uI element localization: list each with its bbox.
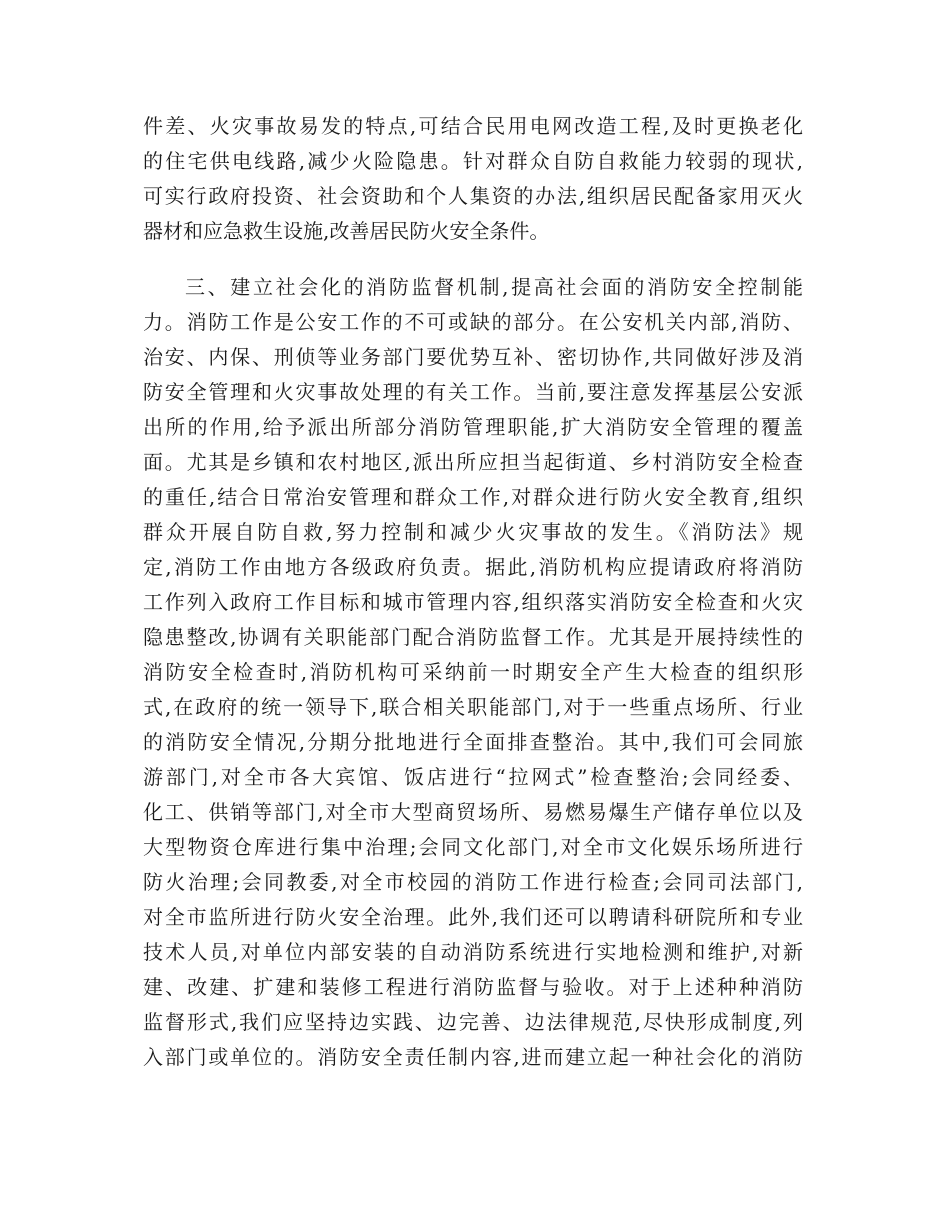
text-line: 工作列入政府工作目标和城市管理内容,组织落实消防安全检查和火灾 [143,590,803,614]
text-line: 对全市监所进行防火安全治理。此外,我们还可以聘请科研院所和专业 [143,905,803,929]
text-line: 治安、内保、刑侦等业务部门要优势互补、密切协作,共同做好涉及消 [143,345,803,369]
text-line: 化工、供销等部门,对全市大型商贸场所、易燃易爆生产储存单位以及 [143,800,803,824]
text-line: 的重任,结合日常治安管理和群众工作,对群众进行防火安全教育,组织 [143,485,803,509]
text-line: 消防安全检查时,消防机构可采纳前一时期安全产生大检查的组织形 [143,660,803,684]
text-line: 大型物资仓库进行集中治理;会同文化部门,对全市文化娱乐场所进行 [143,835,803,859]
text-line: 群众开展自防自救,努力控制和减少火灾事故的发生。《消防法》规 [143,520,803,544]
text-line: 的消防安全情况,分期分批地进行全面排查整治。其中,我们可会同旅 [143,730,803,754]
text-line: 防火治理;会同教委,对全市校园的消防工作进行检查;会同司法部门, [143,870,803,894]
text-line: 游部门,对全市各大宾馆、饭店进行“拉网式”检查整治;会同经委、 [143,765,803,789]
text-line: 建、改建、扩建和装修工程进行消防监督与验收。对于上述种种消防 [143,975,803,999]
text-line: 力。消防工作是公安工作的不可或缺的部分。在公安机关内部,消防、 [143,310,803,334]
text-line: 定,消防工作由地方各级政府负责。据此,消防机构应提请政府将消防 [143,555,803,579]
text-line: 可实行政府投资、社会资助和个人集资的办法,组织居民配备家用灭火 [143,184,803,208]
text-line: 三、建立社会化的消防监督机制,提高社会面的消防安全控制能 [185,275,803,299]
text-line: 器材和应急救生设施,改善居民防火安全条件。 [143,219,550,243]
text-line: 监督形式,我们应坚持边实践、边完善、边法律规范,尽快形成制度,列 [143,1010,803,1034]
text-line: 面。尤其是乡镇和农村地区,派出所应担当起街道、乡村消防安全检查 [143,450,803,474]
text-line: 的住宅供电线路,减少火险隐患。针对群众自防自救能力较弱的现状, [143,149,803,173]
text-line: 防安全管理和火灾事故处理的有关工作。当前,要注意发挥基层公安派 [143,380,803,404]
text-line: 技术人员,对单位内部安装的自动消防系统进行实地检测和维护,对新 [143,940,803,964]
text-line: 入部门或单位的。消防安全责任制内容,进而建立起一种社会化的消防 [143,1045,803,1069]
text-line: 隐患整改,协调有关职能部门配合消防监督工作。尤其是开展持续性的 [143,625,803,649]
text-line: 件差、火灾事故易发的特点,可结合民用电网改造工程,及时更换老化 [143,114,803,138]
text-line: 出所的作用,给予派出所部分消防管理职能,扩大消防安全管理的覆盖 [143,415,803,439]
text-line: 式,在政府的统一领导下,联合相关职能部门,对于一些重点场所、行业 [143,695,803,719]
